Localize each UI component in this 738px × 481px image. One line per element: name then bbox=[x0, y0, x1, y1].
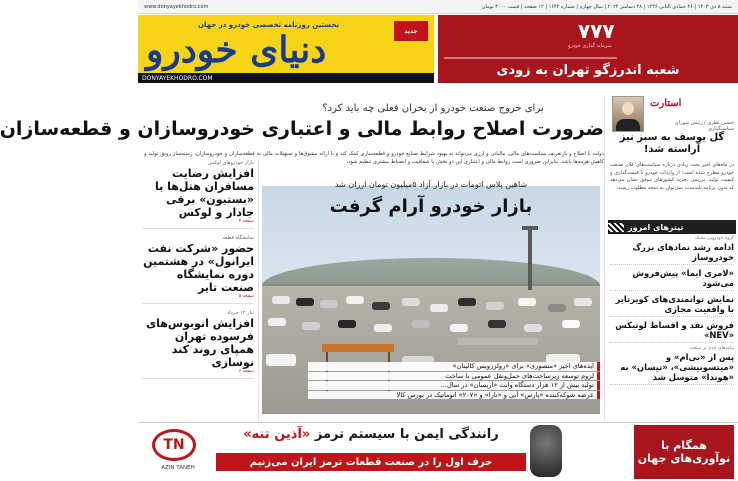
author-photo bbox=[612, 96, 644, 132]
list-item[interactable]: گروه خودرویی مجیک ادامه رشد نمادهای بزرگ خودروساز bbox=[610, 236, 734, 265]
main-kicker: برای خروج صنعت خودرو از بحران فعلی چه باید کرد؟ bbox=[322, 103, 544, 114]
list-item[interactable]: «لامری ایما» پیش‌فروش می‌شود bbox=[610, 268, 734, 291]
masthead-subtitle: نخستین روزنامه تخصصی خودرو در جهان bbox=[198, 21, 340, 29]
ad-number: ۷۷۷ bbox=[578, 19, 615, 43]
bottom-advertisement[interactable] bbox=[138, 422, 738, 481]
main-lead: دولت با اصلاح و بازتعریف سیاست‌های مالی، مالیاتی و ارزی می‌تواند به بهبود شرایط صنایع خودرو و قطعه‌سازی کمک کند و با ارائه مشوق‌ها و تسهیلات مالی به قطعه‌سازان و خودروسازان، زمینه‌ساز رونق تولید و کاهش هزینه‌ها باشد. بنابراین ضروری است روابط مالی و اعتباری این دو بخش با شفافیت و انضباط بیشتری تنظیم شود. bbox=[144, 151, 604, 165]
list-item[interactable]: پیامدهای جدی بر صنعت پس از «بی‌ام» و «میتسوبیشی»، «نیسان» به «هوندا» متوسل شد bbox=[610, 346, 734, 385]
tower-illustration bbox=[528, 226, 532, 290]
estart-section bbox=[608, 96, 736, 118]
list-item[interactable]: ایده‌های اخیر «منصوری» برای «رولزرویس کالینان» bbox=[308, 362, 600, 371]
ad-divider bbox=[444, 57, 732, 59]
ad-text: شعبه اندرزگو تهران به زودی bbox=[496, 63, 680, 78]
list-item[interactable]: لزوم توسعه زیرساخت‌های حمل‌ونقل عمومی با ساخت bbox=[308, 372, 600, 381]
tn-logo-icon: TN bbox=[152, 429, 196, 461]
azin-taneh-brand bbox=[146, 429, 206, 473]
column-divider bbox=[604, 96, 605, 420]
top-info-strip bbox=[138, 0, 738, 14]
list-item[interactable]: عرضه شوکه‌کننده «پارس» آبی و «تارا» و «۲۰۷» اتوماتیک در بورس کالا bbox=[308, 391, 600, 400]
ad-number-sub: سرمایه گذاری خودرو bbox=[568, 43, 612, 49]
news-item[interactable]: نمایشگاه قطعه حضور «شرکت نفت ایرانول» در هشتمین دوره نمایشگاه صنعت تایر صفحه ۵ bbox=[142, 235, 254, 304]
list-item[interactable]: تولید بیش از ۱۲ هزار دستگاه وانت «آریسان» در سال... bbox=[308, 381, 600, 390]
left-column bbox=[142, 160, 254, 422]
photo-captions bbox=[308, 362, 600, 400]
column-divider bbox=[258, 160, 259, 422]
column-author: حسین نظری / رئیس شورای سیاستگذاری bbox=[674, 120, 734, 132]
ad-promo-box: همگام با نوآوری‌های جهان bbox=[634, 425, 734, 479]
brand-name: AZIN TANEH bbox=[161, 465, 195, 471]
list-item[interactable]: فروش نقد و اقساط لوتیکس «NEV» bbox=[610, 320, 734, 343]
checkered-flag-icon bbox=[608, 223, 624, 232]
photo-headline[interactable]: بازار خودرو آرام گرفت bbox=[329, 196, 533, 217]
ad-title: رانندگی ایمن با سیستم ترمز «آذین تنه» bbox=[243, 427, 499, 442]
right-sidebar bbox=[608, 96, 736, 420]
column-title[interactable]: گل یوسف به سبز نیز آراسته شد! bbox=[619, 132, 725, 155]
newspaper-logo[interactable]: دنیای خودرو bbox=[146, 29, 327, 71]
todays-headlines-bar bbox=[608, 220, 736, 234]
main-headline[interactable]: ضرورت اصلاح روابط مالی و اعتباری خودروسازان و قطعه‌سازان bbox=[0, 118, 604, 140]
estart-logo: استارت bbox=[650, 98, 682, 109]
masthead-url[interactable]: DONYAYEKHODRO.COM bbox=[138, 73, 434, 83]
masthead-badge: جدید bbox=[394, 21, 428, 41]
news-item[interactable]: تبار ۱۲ خرداد افزایش اتوبوس‌های فرسوده تهران همپای روند کند نوسازی صفحه ۶ bbox=[142, 310, 254, 379]
photo-kicker: شاهین پلاس اتومات در بازار آزاد ۵میلیون تومان ارزان شد bbox=[334, 180, 528, 189]
masthead bbox=[138, 15, 434, 83]
top-advertisement[interactable] bbox=[438, 15, 738, 83]
brake-part-image bbox=[530, 425, 562, 477]
news-item[interactable]: بازار خودروهای لوکس افزایش رضایت مسافران هتل‌ها با «بستیون» برقی جادار و لوکس صفحه ۴ bbox=[142, 160, 254, 229]
list-item[interactable]: نمایش توانمندی‌های کویرتایر با واقعیت مجازی bbox=[610, 294, 734, 317]
todays-headlines-label: تیترهای امروز bbox=[628, 222, 684, 232]
todays-headlines-list bbox=[610, 236, 734, 388]
ad-subtitle: حرف اول را در صنعت قطعات ترمز ایران می‌زنیم bbox=[216, 453, 526, 471]
issue-info: شنبه ۸ دی ۱۴۰۳ | ۲۶ جمادی الثانی ۱۴۴۶ | ۲۸ دسامبر ۲۰۲۴ | سال چهارم | شماره ۱۶۴۲ | ۱۲ صفحه | قیمت ۳۰۰۰ تومان bbox=[481, 3, 732, 10]
site-url[interactable]: www.donyayekhodro.com bbox=[144, 3, 209, 10]
column-body: در ماه‌های اخیر بحث زیادی درباره سیاست‌های کلان صنعت خودرو مطرح شده است؛ از واردات خودرو تا قیمت‌گذاری و کیفیت تولید. بررسی تجربه کشورهای موفق نشان می‌دهد که بدون برنامه بلندمدت نمی‌توان به نتیجه مطلوب رسید. bbox=[610, 162, 734, 191]
